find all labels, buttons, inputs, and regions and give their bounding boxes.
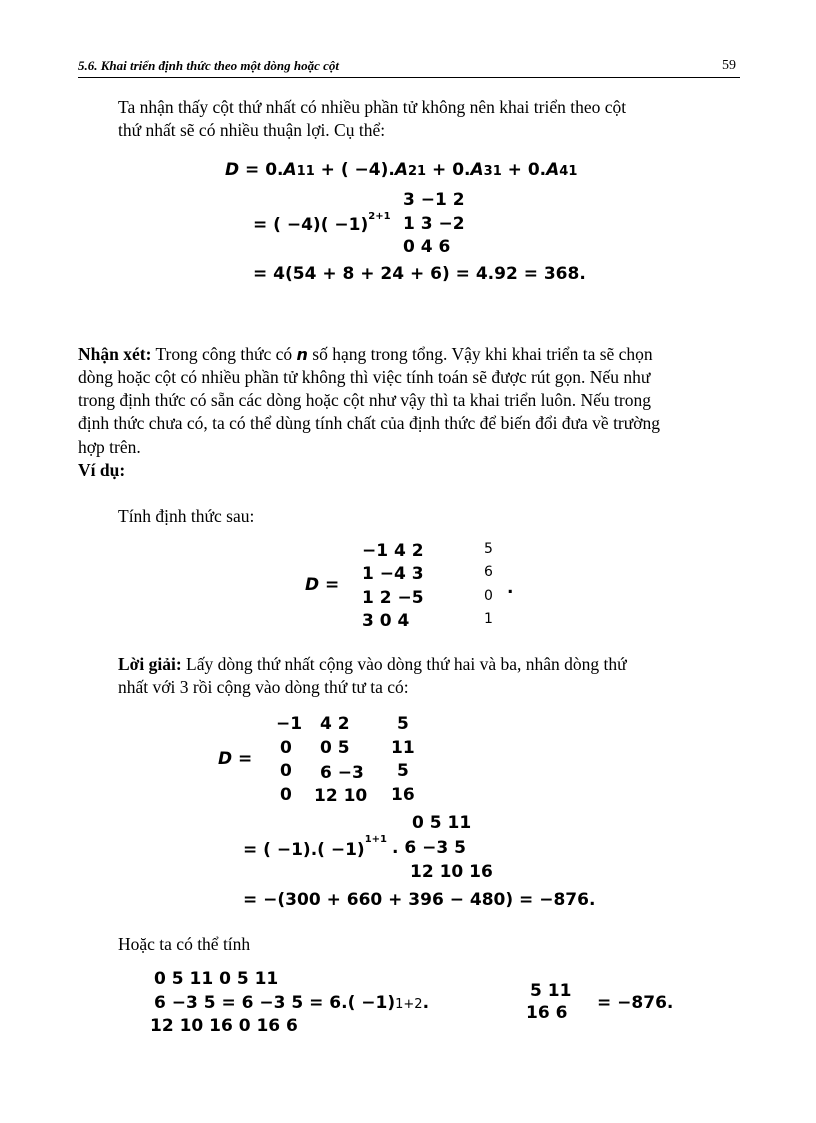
det-symbol: D — [225, 160, 240, 180]
matrix-col4-row-1: 5 — [484, 541, 493, 557]
example-label: Ví dụ: — [78, 460, 126, 480]
intro-line-2: thứ nhất sẽ có nhiều thuận lợi. Cụ thể: — [118, 120, 386, 140]
minor-row-2: 1 3 −2 — [403, 214, 465, 234]
intro-line-1: Ta nhận thấy cột thứ nhất có nhiều phần tử không nên khai triển theo cột — [118, 97, 627, 117]
matrix-row-3: 1 2 −5 — [362, 588, 424, 608]
transformed-mid-row2: 0 5 — [320, 738, 350, 758]
transformed-col4-row2: 11 — [391, 738, 415, 758]
alt-minor-row-1: 5 11 — [530, 981, 572, 1001]
matrix-period: . — [507, 578, 514, 598]
transformed-mid-row4: 12 10 — [314, 786, 368, 806]
sign-factor-2: = ( $-1).( -1)^{1+1}$ — [243, 834, 387, 860]
minor3-row-1: 0 5 11 — [412, 813, 472, 833]
transformed-col1-row4: 0 — [280, 785, 292, 805]
cofactor-symbol: A — [283, 160, 297, 180]
solution-line-2: nhất với 3 rồi cộng vào dòng thứ tư ta có: — [118, 677, 409, 697]
remark-label: Nhận xét: — [78, 344, 152, 364]
matrix-col4-row-3: 0 — [484, 588, 493, 604]
solution-line-1: Lời giải: Lấy dòng thứ nhất cộng vào dòng thứ hai và ba, nhân dòng thứ — [118, 654, 627, 674]
solution-label: Lời giải: — [118, 654, 182, 674]
transformed-mid-row1: 4 2 — [320, 714, 350, 734]
remark-line-3: trong định thức có sẵn các dòng hoặc cột như vậy thì ta khai triển luôn. Nếu trong — [78, 390, 651, 410]
matrix-row-2: 1 −4 3 — [362, 564, 424, 584]
matrix-col4-row-2: 6 — [484, 564, 493, 580]
remark-line-2: dòng hoặc cột có nhiều phần tử không thì việc tính toán sẽ được rút gọn. Nếu như — [78, 367, 651, 387]
alt-row-2: 6 −3 5 = 6 −3 5 = 6.( −1)1+2. — [154, 993, 430, 1013]
transformed-col1-row1: −1 — [276, 714, 303, 734]
example-task: Tính định thức sau: — [118, 506, 255, 526]
result-line: = 4(54 + 8 + 24 + 6) = 4.92 = 368. — [253, 264, 586, 284]
minor3-row-2: . 6 −3 5 — [392, 838, 466, 858]
minor-row-1: 3 −1 2 — [403, 190, 465, 210]
remark-line-1: Nhận xét: Trong công thức có n số hạng trong tổng. Vậy khi khai triển ta sẽ chọn — [78, 344, 653, 364]
minor3-row-3: 12 10 16 — [410, 862, 493, 882]
alt-text: Hoặc ta có thể tính — [118, 934, 251, 954]
transformed-col1-row2: 0 — [280, 738, 292, 758]
remark-line-5: hợp trên. — [78, 437, 141, 457]
sign-factor: = ( $-4)( -1)^{2+1}$ — [253, 211, 391, 235]
det-label-2: D = — [218, 749, 253, 769]
transformed-mid-row3: 6 −3 — [320, 763, 364, 783]
page-number: 59 — [722, 58, 736, 73]
transformed-col4-row3: 5 — [397, 761, 409, 781]
expansion-equation: D = 0.A11 + ( −4).A21 + 0.A31 + 0.A41 — [225, 160, 578, 180]
transformed-col4-row1: 5 — [397, 714, 409, 734]
minor-row-3: 0 4 6 — [403, 237, 451, 257]
transformed-col1-row3: 0 — [280, 761, 292, 781]
solution-result: = −(300 + 660 + 396 − 480) = −876. — [243, 890, 596, 910]
alt-result: = −876. — [597, 993, 674, 1013]
matrix-col4-row-4: 1 — [484, 611, 493, 627]
running-header: 5.6. Khai triển định thức theo một dòng hoặc cột — [78, 58, 339, 73]
alt-row-3: 12 10 16 0 16 6 — [150, 1016, 298, 1036]
det-label: D = — [305, 575, 340, 595]
header-rule — [78, 77, 740, 78]
matrix-row-1: −1 4 2 — [362, 541, 424, 561]
matrix-row-4: 3 0 4 — [362, 611, 410, 631]
alt-row-1: 0 5 11 0 5 11 — [154, 969, 279, 989]
transformed-col4-row4: 16 — [391, 785, 415, 805]
alt-minor-row-2: 16 6 — [526, 1003, 568, 1023]
remark-line-4: định thức chưa có, ta có thể dùng tính chất của định thức để biến đổi đưa về trường — [78, 413, 661, 433]
